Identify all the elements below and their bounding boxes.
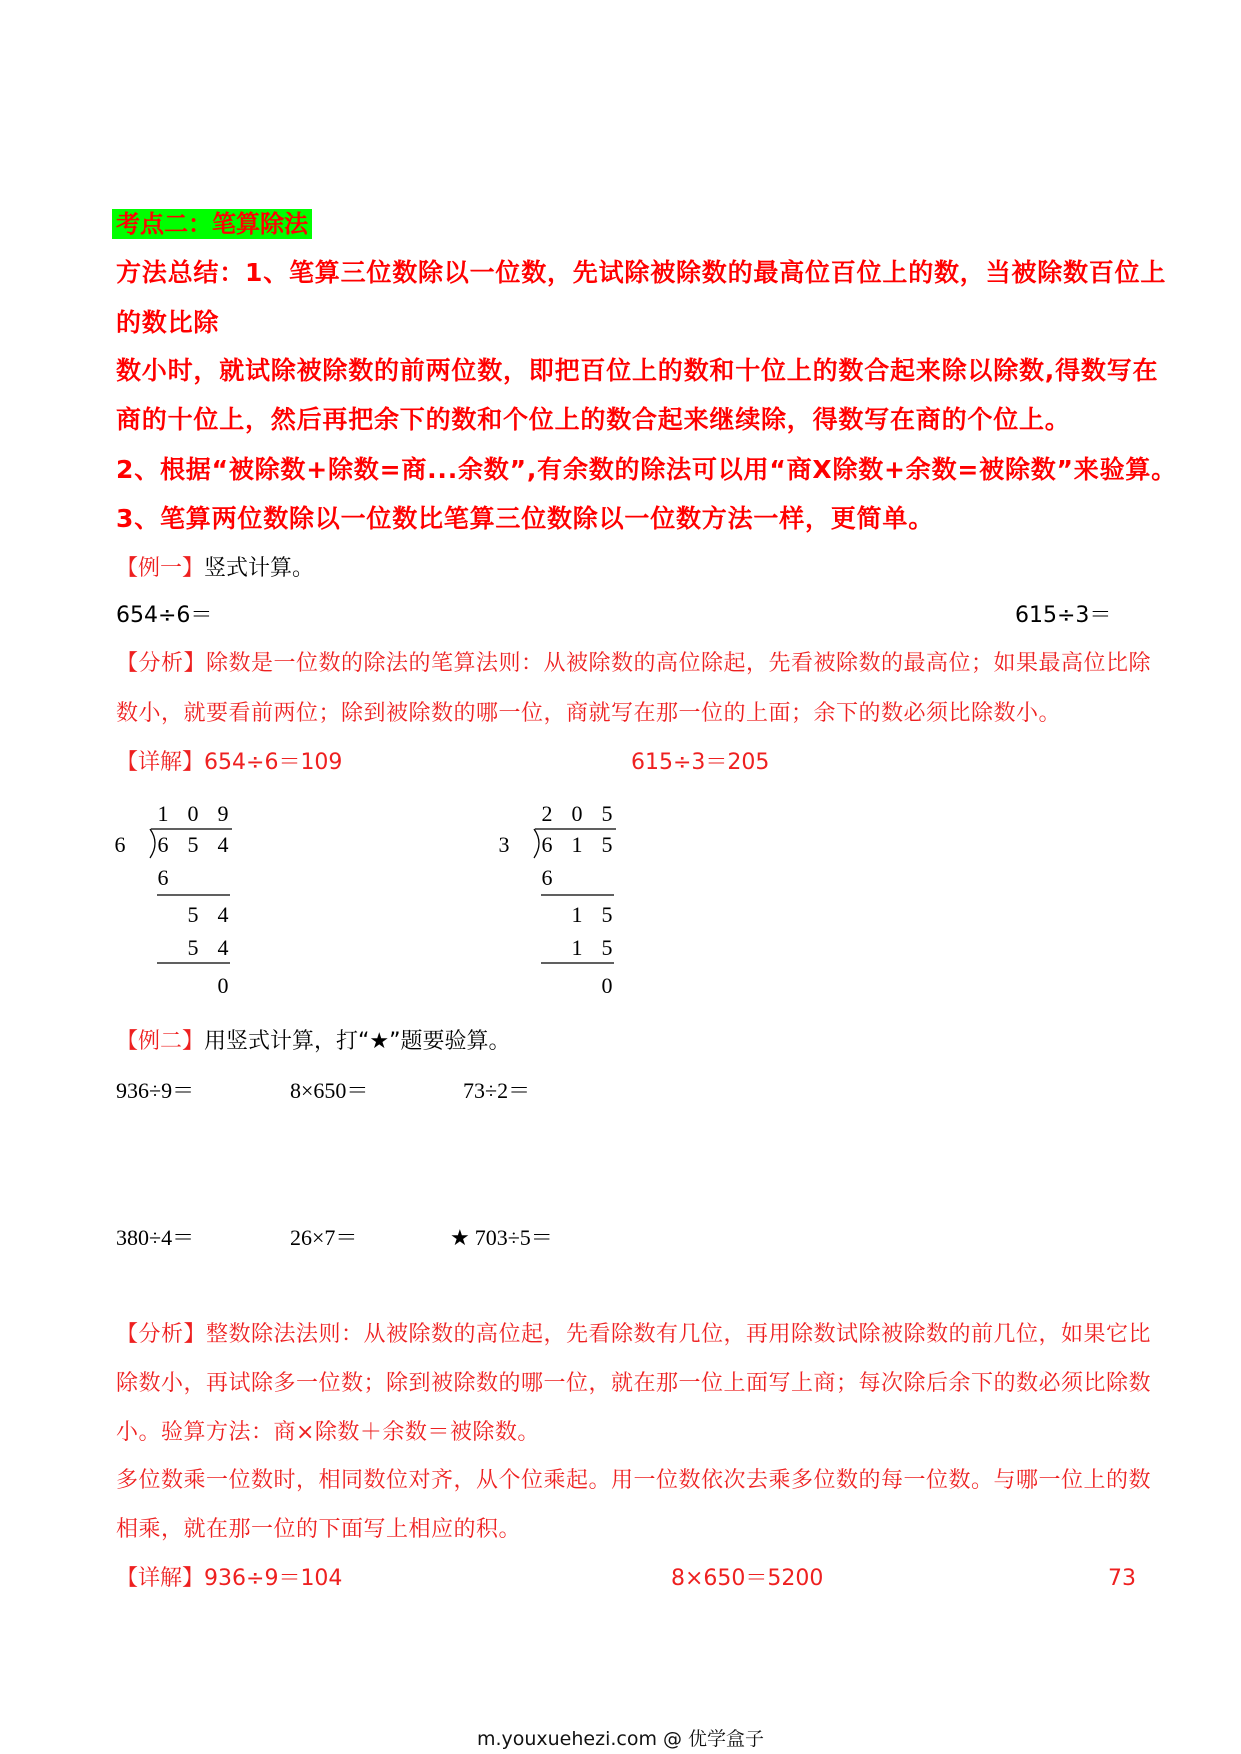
example2-problem-3: 73÷2＝ [463, 1078, 531, 1103]
example2-problem-1: 936÷9＝ [116, 1078, 195, 1103]
dividend-digit: 5 [187, 832, 199, 857]
example2-analysis-line-1 [116, 1322, 1151, 1348]
example2-solution-2: 8×650＝5200 [671, 1566, 824, 1591]
quotient-digit: 1 [157, 801, 169, 826]
step-digit: 4 [217, 902, 229, 927]
divisor: 6 [114, 832, 126, 857]
step-digit: 5 [601, 902, 613, 927]
dividend-digit: 4 [217, 832, 229, 857]
long-division-1 [100, 795, 240, 998]
example2-header [116, 1029, 511, 1055]
example1-solution-1-text: 654÷6＝109 [204, 750, 343, 775]
dividend-digit: 6 [541, 832, 553, 857]
example2-solution-1 [116, 1566, 342, 1592]
step-digit: 5 [187, 902, 199, 927]
example2-problem-4: 380÷4＝ [116, 1225, 195, 1250]
example2-analysis-line-2: 除数小，再试除多一位数；除到被除数的哪一位，就在那一位上面写上商；每次除后余下的数必须比除数 [116, 1371, 1152, 1396]
example1-problem-1: 654÷6＝ [116, 603, 213, 628]
example2-analysis-line-5: 相乘，就在那一位的下面写上相应的积。 [116, 1517, 522, 1542]
step-digit: 1 [571, 935, 583, 960]
example2-problem-6 [450, 1225, 553, 1251]
example2-prompt: 用竖式计算，打“★”题要验算。 [204, 1029, 511, 1054]
method-summary-line-6: 3、笔算两位数除以一位数比笔算三位数除以一位数方法一样，更简单。 [116, 504, 934, 533]
example1-tag: 【例一】 [116, 556, 205, 581]
example2-problem-2: 8×650＝ [290, 1078, 369, 1103]
method-summary-line-3: 数小时，就试除被除数的前两位数，即把百位上的数和十位上的数合起来除以除数,得数写在 [116, 356, 1159, 385]
example1-solution-tag: 【详解】 [116, 750, 205, 775]
example2-problem-6-text: 703÷5＝ [474, 1225, 553, 1250]
step-digit: 4 [217, 935, 229, 960]
example1-analysis-text-1: 除数是一位数的除法的笔算法则：从被除数的高位除起，先看被除数的最高位；如果最高位比除 [206, 651, 1152, 676]
example1-problem-2: 615÷3＝ [1015, 603, 1112, 628]
example2-analysis-line-3: 小。验算方法：商×除数＋余数＝被除数。 [116, 1420, 540, 1445]
method-summary-line-1: 方法总结：1、笔算三位数除以一位数，先试除被除数的最高位百位上的数，当被除数百位上 [116, 258, 1167, 287]
quotient-digit: 0 [187, 801, 199, 826]
example2-solution-tag: 【详解】 [116, 1566, 205, 1591]
method-summary-line-5: 2、根据“被除数+除数=商...余数”,有余数的除法可以用“商X除数+余数=被除数”来验算。 [116, 455, 1177, 484]
step-digit: 5 [601, 935, 613, 960]
example2-solution-1-text: 936÷9＝104 [204, 1566, 343, 1591]
example2-analysis-tag: 【分析】 [116, 1322, 207, 1347]
step-digit: 6 [541, 865, 553, 890]
quotient-digit: 2 [541, 801, 553, 826]
example2-problem-5: 26×7＝ [290, 1225, 358, 1250]
section-title: 考点二：笔算除法 [112, 209, 312, 239]
dividend-digit: 6 [157, 832, 169, 857]
quotient-digit: 0 [571, 801, 583, 826]
example2-tag: 【例二】 [116, 1029, 205, 1054]
long-division-2 [484, 795, 624, 998]
example1-analysis-line-1 [116, 651, 1151, 677]
example1-solution-2: 615÷3＝205 [631, 750, 770, 775]
dividend-digit: 1 [571, 832, 583, 857]
example1-analysis-tag: 【分析】 [116, 651, 207, 676]
example1-prompt: 竖式计算。 [204, 556, 315, 581]
quotient-digit: 5 [601, 801, 613, 826]
quotient-digit: 9 [217, 801, 229, 826]
step-digit: 1 [571, 902, 583, 927]
example2-analysis-text-1: 整数除法法则：从被除数的高位起，先看除数有几位，再用除数试除被除数的前几位，如果它比 [206, 1322, 1152, 1347]
dividend-digit: 5 [601, 832, 613, 857]
page-number: 73 [1108, 1566, 1136, 1591]
divisor: 3 [498, 832, 510, 857]
step-digit: 6 [157, 865, 169, 890]
example1-solution-1 [116, 750, 342, 776]
remainder-digit: 0 [217, 973, 229, 998]
footer-watermark: m.youxuehezi.com @ 优学盒子 [476, 1728, 765, 1750]
method-summary-line-2: 的数比除 [116, 308, 220, 337]
method-summary-line-4: 商的十位上，然后再把余下的数和个位上的数合起来继续除，得数写在商的个位上。 [116, 405, 1071, 434]
example1-analysis-line-2: 数小，就要看前两位；除到被除数的哪一位，商就写在那一位的上面；余下的数必须比除数小。 [116, 701, 1062, 726]
example1-header [116, 556, 314, 582]
step-digit: 5 [187, 935, 199, 960]
star-icon: ★ [450, 1225, 470, 1250]
remainder-digit: 0 [601, 973, 613, 998]
example2-analysis-line-4: 多位数乘一位数时，相同数位对齐，从个位乘起。用一位数依次去乘多位数的每一位数。与哪一位上的数 [116, 1468, 1152, 1493]
